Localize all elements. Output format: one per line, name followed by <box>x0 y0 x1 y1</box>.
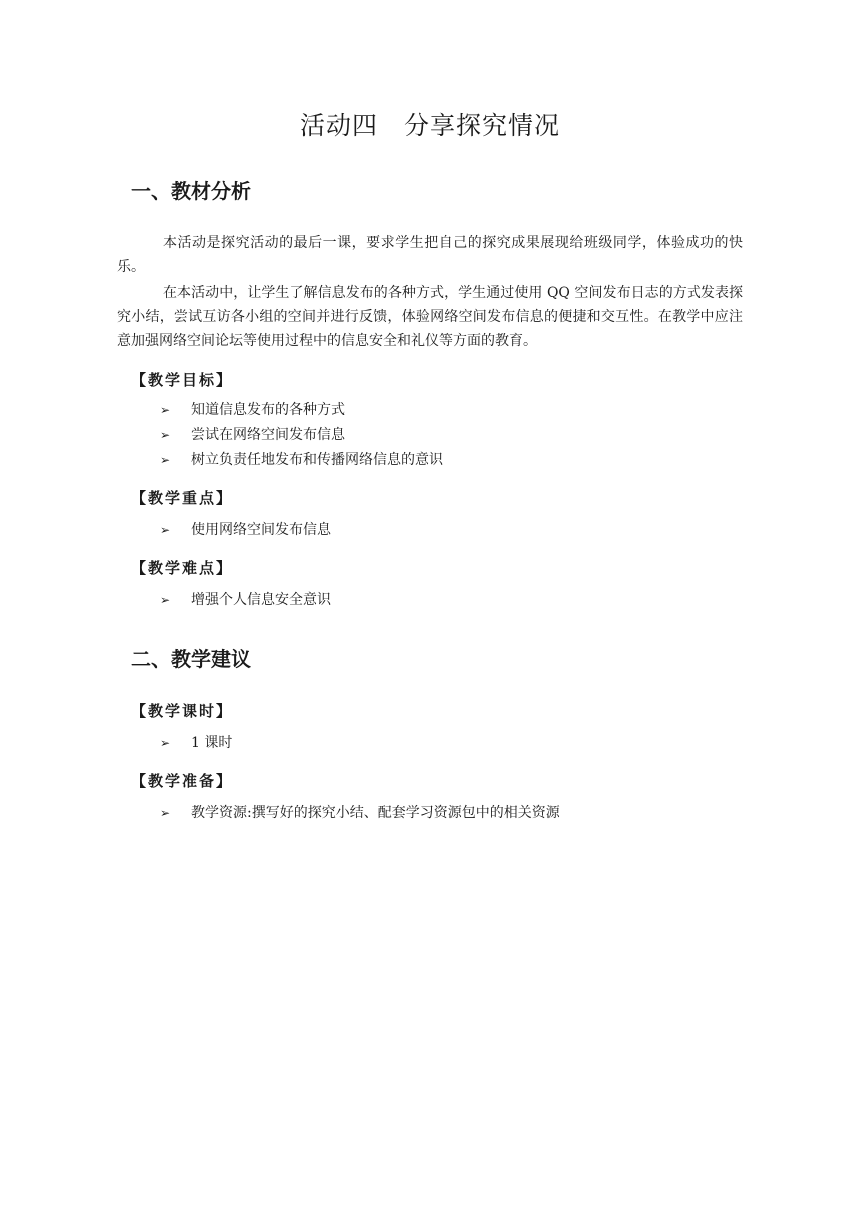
list-item: ➢ 增强个人信息安全意识 <box>160 588 331 613</box>
arrow-bullet-icon: ➢ <box>160 428 171 442</box>
list-item: ➢ 教学资源:撰写好的探究小结、配套学习资源包中的相关资源 <box>160 801 560 826</box>
arrow-bullet-icon: ➢ <box>160 523 171 537</box>
arrow-bullet-icon: ➢ <box>160 453 171 467</box>
subheading-difficulties: 【教学难点】 <box>131 559 234 577</box>
arrow-bullet-icon: ➢ <box>160 736 171 750</box>
subheading-preparation: 【教学准备】 <box>131 772 234 790</box>
paragraph-intro: 本活动是探究活动的最后一课，要求学生把自己的探究成果展现给班级同学，体验成功的快乐。 <box>117 235 743 275</box>
list-item: ➢ 1 课时 <box>160 731 232 756</box>
class-hours-list <box>160 731 232 756</box>
subheading-key-points: 【教学重点】 <box>131 489 234 507</box>
list-item: ➢ 知道信息发布的各种方式 <box>160 398 443 423</box>
document-title: 活动四 分享探究情况 <box>299 111 560 140</box>
arrow-bullet-icon: ➢ <box>160 403 171 417</box>
key-points-list <box>160 518 331 543</box>
paragraph-activity: 在本活动中，让学生了解信息发布的各种方式，学生通过使用 QQ 空间发布日志的方式发表探究小结，尝试互访各小组的空间并进行反馈，体验网络空间发布信息的便捷和交互性。在教学中应注意加强网络空间论坛等使用过程中的信息安全和礼仪等方面的教育。 <box>117 285 743 349</box>
list-item: ➢ 树立负责任地发布和传播网络信息的意识 <box>160 448 443 473</box>
preparation-list <box>160 801 560 826</box>
arrow-bullet-icon: ➢ <box>160 806 171 820</box>
section-heading-teaching-suggestions: 二、教学建议 <box>131 647 251 671</box>
difficulties-list <box>160 588 331 613</box>
teaching-goals-list <box>160 398 443 473</box>
list-item: ➢ 尝试在网络空间发布信息 <box>160 423 443 448</box>
section-heading-textbook-analysis: 一、教材分析 <box>131 179 251 203</box>
arrow-bullet-icon: ➢ <box>160 593 171 607</box>
list-item: ➢ 使用网络空间发布信息 <box>160 518 331 543</box>
subheading-teaching-goals: 【教学目标】 <box>131 371 234 389</box>
subheading-class-hours: 【教学课时】 <box>131 702 234 720</box>
